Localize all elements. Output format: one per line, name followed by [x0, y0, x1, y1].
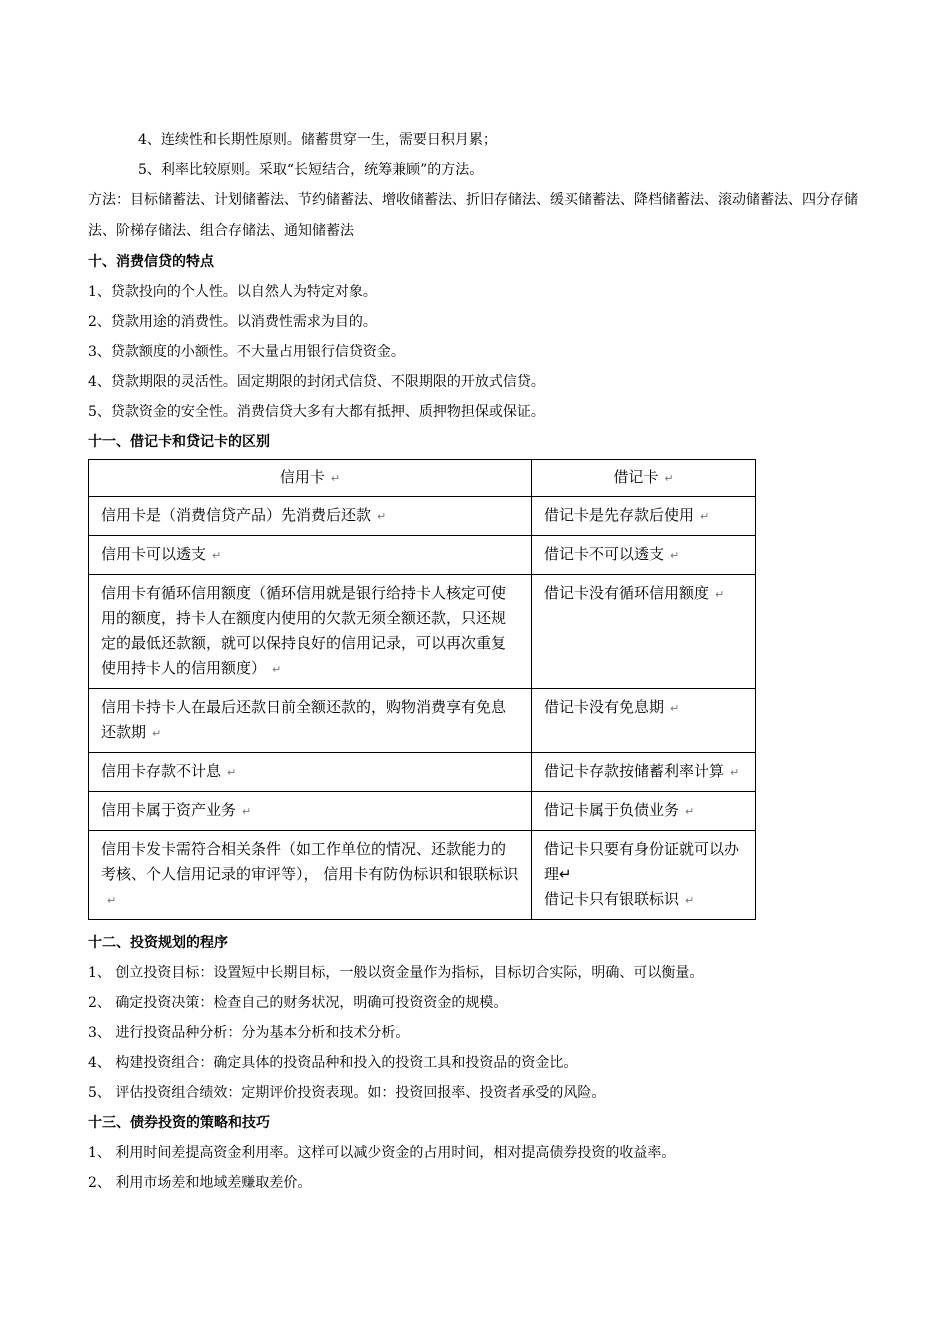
credit-cell: 信用卡有循环信用额度（循环信用就是银行给持卡人核定可使用的额度，持卡人在额度内使用的欠款无须全额还款，只还规定的最低还款额，就可以保持良好的信用记录，可以再次重复使用持卡人的信用额度） ↵ [89, 575, 532, 689]
section-12-item: 5、 评估投资组合绩效：定期评价投资表现。如：投资回报率、投资者承受的风险。 [88, 1085, 606, 1101]
debit-cell: 借记卡是先存款后使用 ↵ [532, 497, 756, 536]
section-12-item: 2、 确定投资决策：检查自己的财务状况，明确可投资资金的规模。 [88, 995, 508, 1011]
debit-cell: 借记卡属于负债业务 ↵ [532, 792, 756, 831]
card-comparison-table [88, 459, 756, 920]
section-12-item: 4、 构建投资组合：确定具体的投资品种和投入的投资工具和投资品的资金比。 [88, 1055, 578, 1071]
credit-cell: 信用卡发卡需符合相关条件（如工作单位的情况、还款能力的考核、个人信用记录的审评等）， 信用卡有防伪标识和银联标识↵ [89, 831, 532, 920]
table-row [89, 536, 756, 575]
debit-cell: 借记卡只要有身份证就可以办理↵ 借记卡只有银联标识 ↵ [532, 831, 756, 920]
section-12-item: 1、 创立投资目标：设置短中长期目标，一般以资金量作为指标，目标切合实际，明确、可以衡量。 [88, 965, 704, 981]
debit-cell: 借记卡存款按储蓄利率计算 ↵ [532, 753, 756, 792]
table-row [89, 831, 756, 920]
debit-cell: 借记卡没有免息期 ↵ [532, 689, 756, 753]
section-11-heading: 十一、借记卡和贷记卡的区别 [88, 434, 270, 450]
section-10-item: 1、贷款投向的个人性。以自然人为特定对象。 [88, 284, 377, 300]
savings-principle-5: 5、利率比较原则。采取“长短结合，统筹兼顾”的方法。 [138, 162, 484, 178]
table-row [89, 575, 756, 689]
debit-cell: 借记卡没有循环信用额度 ↵ [532, 575, 756, 689]
table-row [89, 497, 756, 536]
credit-cell: 信用卡存款不计息 ↵ [89, 753, 532, 792]
table-row [89, 753, 756, 792]
table-row [89, 689, 756, 753]
table-row [89, 792, 756, 831]
section-13-item: 2、 利用市场差和地域差赚取差价。 [88, 1175, 312, 1191]
section-10-heading: 十、消费信贷的特点 [88, 254, 214, 270]
credit-cell: 信用卡可以透支 ↵ [89, 536, 532, 575]
header-credit-card: 信用卡 ↵ [89, 460, 532, 497]
document-page [88, 125, 858, 1198]
credit-cell: 信用卡属于资产业务 ↵ [89, 792, 532, 831]
debit-cell: 借记卡不可以透支 ↵ [532, 536, 756, 575]
savings-principle-4: 4、连续性和长期性原则。储蓄贯穿一生，需要日积月累； [138, 132, 497, 148]
section-10-item: 2、贷款用途的消费性。以消费性需求为目的。 [88, 314, 377, 330]
section-10-item: 3、贷款额度的小额性。不大量占用银行信贷资金。 [88, 344, 405, 360]
credit-cell: 信用卡持卡人在最后还款日前全额还款的，购物消费享有免息还款期 ↵ [89, 689, 532, 753]
section-10-item: 4、贷款期限的灵活性。固定期限的封闭式信贷、不限期限的开放式信贷。 [88, 374, 545, 390]
section-12-heading: 十二、投资规划的程序 [88, 935, 228, 951]
table-header-row [89, 460, 756, 497]
header-debit-card: 借记卡 ↵ [532, 460, 756, 497]
savings-methods: 方法：目标储蓄法、计划储蓄法、节约储蓄法、增收储蓄法、折旧存储法、缓买储蓄法、降档储蓄法、滚动储蓄法、四分存储法、阶梯存储法、组合存储法、通知储蓄法 [88, 192, 858, 239]
credit-cell: 信用卡是（消费信贷产品）先消费后还款 ↵ [89, 497, 532, 536]
section-13-heading: 十三、债券投资的策略和技巧 [88, 1115, 270, 1131]
section-12-item: 3、 进行投资品种分析：分为基本分析和技术分析。 [88, 1025, 410, 1041]
section-13-item: 1、 利用时间差提高资金利用率。这样可以减少资金的占用时间，相对提高债券投资的收益率。 [88, 1145, 676, 1161]
section-10-item: 5、贷款资金的安全性。消费信贷大多有大都有抵押、质押物担保或保证。 [88, 404, 545, 420]
